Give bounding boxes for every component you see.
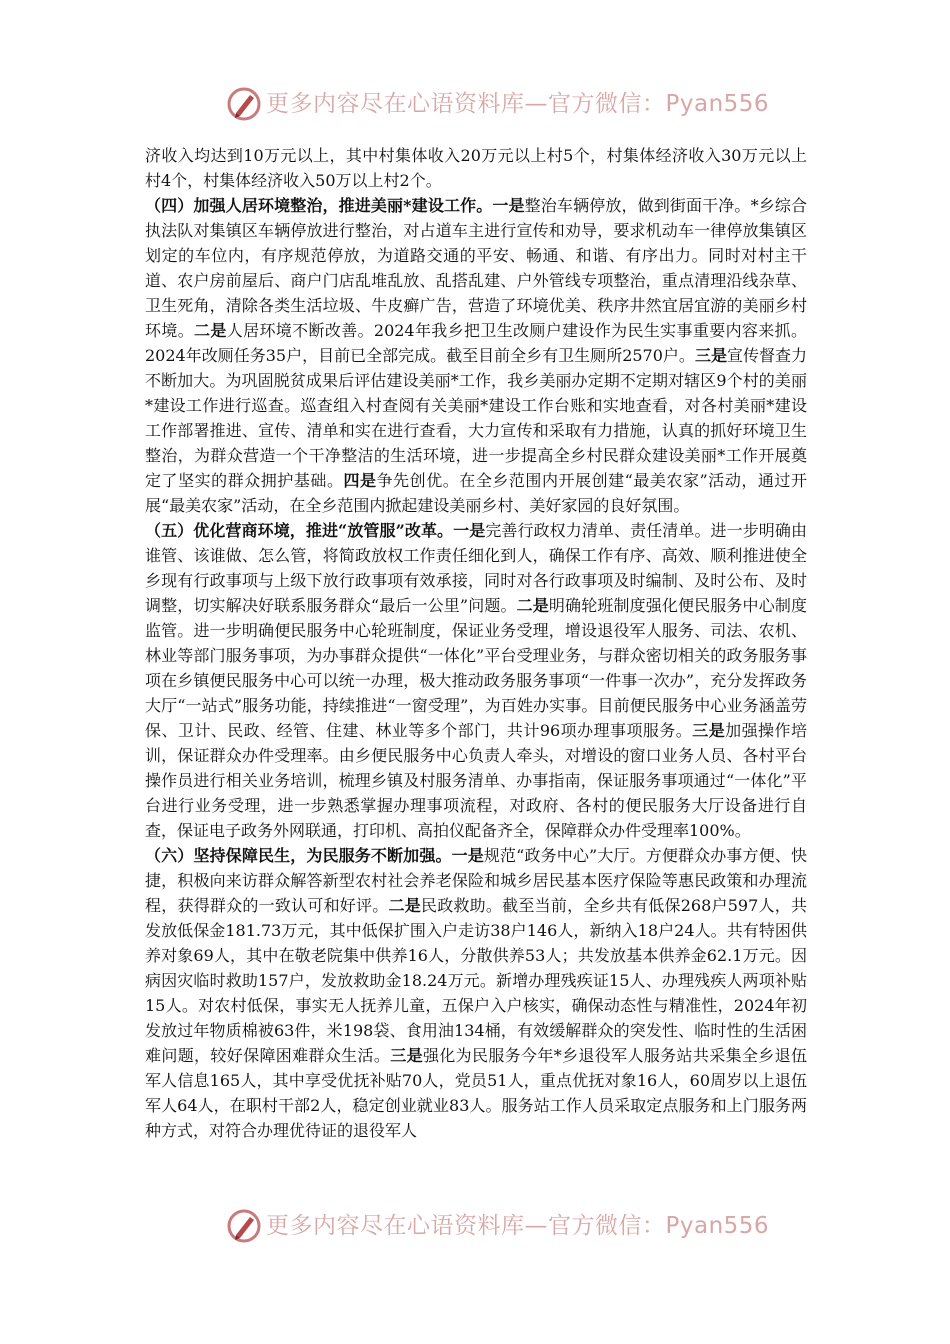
text-run: 济收入均达到10万元以上，其中村集体收入20万元以上村5个，村集体经济收入30万元以上村4个，村集体经济收入50万以上村2个。 [145, 146, 807, 190]
bold-run: 二是 [516, 596, 549, 615]
banner-text: 更多内容尽在心语资料库—官方微信：Pyan556 [266, 91, 770, 117]
footer-watermark-banner [0, 1202, 950, 1252]
text-run: 加强操作培训，保证群众办件受理率。由乡便民服务中心负责人牵头，对增设的窗口业务人员、各村平台操作员进行相关业务培训，梳理乡镇及村服务清单、办事指南，保证服务事项通过“一体化”平台进行业务受理，进一步熟悉掌握办理事项流程，对政府、各村的便民服务大厅设备进行自查，保证电子政务外网联通，打印机、高拍仪配备齐全，保障群众办件受理率100%。 [145, 721, 807, 840]
pen-logo-icon [226, 1208, 262, 1244]
bold-run: 一是 [451, 846, 484, 865]
paragraph [145, 843, 807, 1143]
banner-text: 更多内容尽在心语资料库—官方微信：Pyan556 [266, 1213, 770, 1239]
bold-run: （四）加强人居环境整治，推进美丽*建设工作。 [145, 196, 493, 215]
header-watermark-banner [0, 80, 950, 130]
bold-run: 三是 [692, 721, 726, 740]
text-run: 民政救助。截至当前，全乡共有低保268户597人，共发放低保金181.73万元，其中低保扩围入户走访38户146人，新纳入18户24人。共有特困供养对象69人，其中在敬老院集中供养16人，分散供养53人；共发放基本供养金62.1万元。因病因灾临时救助157户，发放救助金18.24万元。新增办理残疾证15人、办理残疾人两项补贴15人。对农村低保，事实无人抚养儿童，五保户入户核实，确保动态性与精准性，2024年初发放过年物质棉被63件，米198袋、食用油134桶，有效缓解群众的突发性、临时性的生活困难问题，较好保障困难群众生活。 [145, 896, 807, 1065]
bold-run: （五）优化营商环境，推进“放管服”改革。 [145, 521, 454, 540]
paragraph [145, 518, 807, 843]
text-run: 整治车辆停放，做到街面干净。*乡综合执法队对集镇区车辆停放进行整治，对占道车主进行宣传和劝导，要求机动车一律停放集镇区划定的车位内，有序规范停放，为道路交通的平安、畅通、和谐、有序出力。同时对村主干道、农户房前屋后、商户门店乱堆乱放、乱搭乱建、户外管线专项整治，重点清理沿线杂草、卫生死角，清除各类生活垃圾、牛皮癣广告，营造了环境优美、秩序井然宜居宜游的美丽乡村环境。 [145, 196, 807, 340]
bold-run: 三是 [694, 346, 727, 365]
bold-run: （六）坚持保障民生，为民服务不断加强。 [145, 846, 452, 865]
paragraph [145, 143, 807, 193]
bold-run: 一是 [453, 521, 486, 540]
text-run: 宣传督查力不断加大。为巩固脱贫成果后评估建设美丽*工作，我乡美丽办定期不定期对辖区9个村的美丽*建设工作进行巡查。巡查组入村查阅有关美丽*建设工作台账和实地查看，对各村美丽*建设工作部署推进、宣传、清单和实在进行查看，大力宣传和采取有力措施，认真的抓好环境卫生整治，为群众营造一个干净整洁的生活环境，进一步提高全乡村民群众建设美丽*工作开展奠定了坚实的群众拥护基础。 [145, 346, 807, 490]
document-body [145, 143, 807, 1143]
bold-run: 二是 [388, 896, 421, 915]
bold-run: 四是 [343, 471, 377, 490]
text-run: 完善行政权力清单、责任清单。进一步明确由谁管、该谁做、怎么管，将简政放权工作责任细化到人，确保工作有序、高效、顺利推进使全乡现有行政事项与上级下放行政事项有效承接，同时对各行政事项及时编制、及时公布、及时调整，切实解决好联系服务群众“最后一公里”问题。 [145, 521, 807, 615]
text-run: 明确轮班制度强化便民服务中心制度监管。进一步明确便民服务中心轮班制度，保证业务受理，增设退役军人服务、司法、农机、林业等部门服务事项，为办事群众提供“一体化”平台受理业务，与群众密切相关的政务服务事项在乡镇便民服务中心可以统一办理，极大推动政务服务事项“一件事一次办”，充分发挥政务大厅“一站式”服务功能，持续推进“一窗受理”，为百姓办实事。目前便民服务中心业务涵盖劳保、卫计、民政、经管、住建、林业等多个部门，共计96项办理事项服务。 [145, 596, 807, 740]
pen-logo-icon [226, 86, 262, 122]
bold-run: 二是 [194, 321, 227, 340]
bold-run: 一是 [492, 196, 525, 215]
bold-run: 三是 [390, 1046, 423, 1065]
paragraph [145, 193, 807, 518]
text-run: 强化为民服务今年*乡退役军人服务站共采集全乡退伍军人信息165人，其中享受优抚补贴70人，党员51人，重点优抚对象16人，60周岁以上退伍军人64人，在职村干部2人，稳定创业就业83人。服务站工作人员采取定点服务和上门服务两种方式，对符合办理优待证的退役军人 [145, 1046, 807, 1140]
text-run: 争先创优。在全乡范围内开展创建“最美农家”活动，通过开展“最美农家”活动，在全乡范围内掀起建设美丽乡村、美好家园的良好氛围。 [145, 471, 807, 515]
text-run: 规范“政务中心”大厅。方便群众办事方便、快捷，积极向来访群众解答新型农村社会养老保险和城乡居民基本医疗保险等惠民政策和办理流程，获得群众的一致认可和好评。 [145, 846, 807, 915]
text-run: 人居环境不断改善。2024年我乡把卫生改厕户建设作为民生实事重要内容来抓。2024年改厕任务35户，目前已全部完成。截至目前全乡有卫生厕所2570户。 [145, 321, 807, 365]
